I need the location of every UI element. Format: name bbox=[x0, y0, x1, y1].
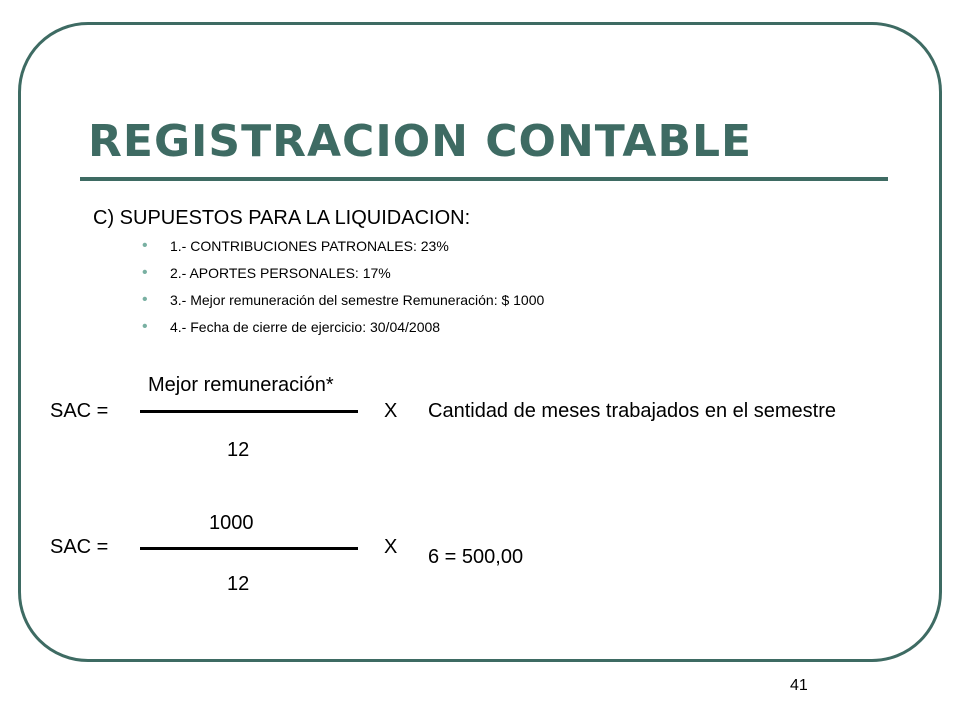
formula2-numerator: 1000 bbox=[209, 512, 254, 534]
list-item-text: 3.- Mejor remuneración del semestre Remuneración: $ 1000 bbox=[170, 292, 545, 308]
slide-title: REGISTRACION CONTABLE bbox=[88, 116, 753, 167]
formula1-denominator: 12 bbox=[227, 439, 250, 461]
title-underline bbox=[80, 177, 888, 181]
formula2-fraction-bar bbox=[140, 547, 358, 550]
list-item bbox=[142, 265, 544, 292]
bullet-icon: • bbox=[142, 291, 148, 308]
list-item-text: 1.- CONTRIBUCIONES PATRONALES: 23% bbox=[170, 238, 449, 254]
section-heading: C) SUPUESTOS PARA LA LIQUIDACION: bbox=[93, 207, 471, 229]
formula1-times: X bbox=[384, 400, 398, 422]
formula1-rhs: Cantidad de meses trabajados en el semestre bbox=[428, 400, 837, 422]
list-item-text: 4.- Fecha de cierre de ejercicio: 30/04/2008 bbox=[170, 319, 441, 335]
bullet-icon: • bbox=[142, 318, 148, 335]
page-number: 41 bbox=[790, 677, 808, 694]
list-item bbox=[142, 238, 544, 265]
bullet-icon: • bbox=[142, 237, 148, 254]
formula2-lhs: SAC = bbox=[50, 536, 109, 558]
formula2-rhs: 6 = 500,00 bbox=[428, 546, 524, 568]
list-item bbox=[142, 319, 544, 346]
formula2-denominator: 12 bbox=[227, 573, 250, 595]
list-item-text: 2.- APORTES PERSONALES: 17% bbox=[170, 265, 391, 281]
assumptions-list bbox=[142, 238, 544, 346]
bullet-icon: • bbox=[142, 264, 148, 281]
formula1-lhs: SAC = bbox=[50, 400, 109, 422]
formula1-fraction-bar bbox=[140, 410, 358, 413]
formula1-numerator: Mejor remuneración* bbox=[148, 374, 334, 396]
formula2-times: X bbox=[384, 536, 398, 558]
list-item bbox=[142, 292, 544, 319]
